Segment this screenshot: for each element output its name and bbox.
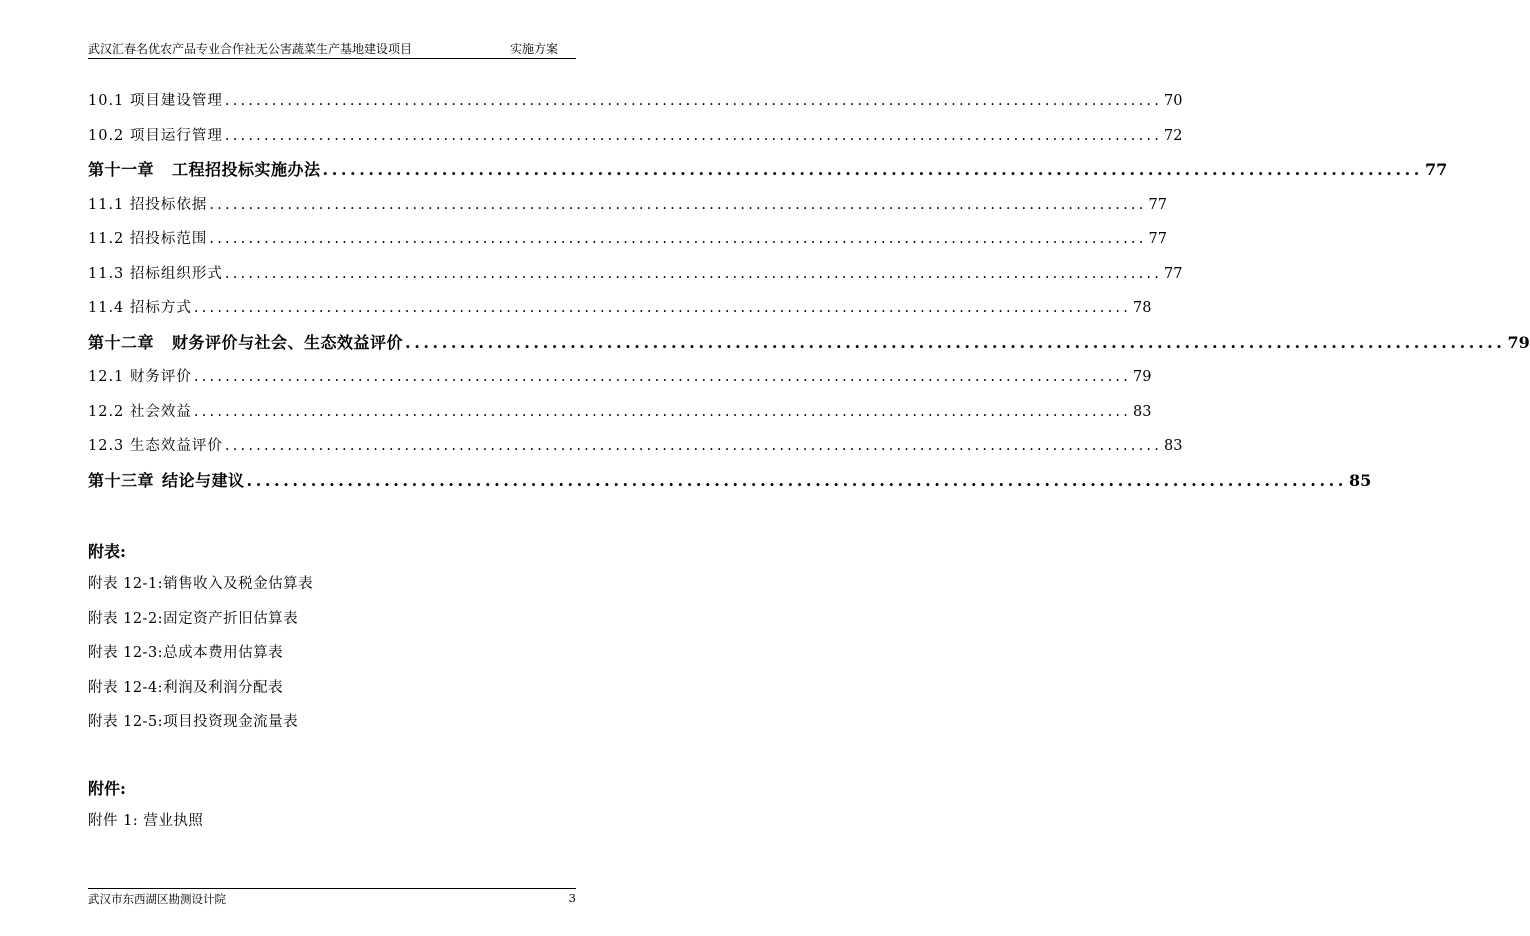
toc-page-number: 77: [1148, 231, 1167, 247]
schedule-item: 附表 12-2:固定资产折旧估算表: [88, 610, 299, 627]
schedule-item: 附表 12-3:总成本费用估算表: [88, 645, 284, 661]
toc-chapter-row[interactable]: [88, 153, 1448, 188]
toc-dot-leader: ........................................................................................................................: [405, 332, 1506, 352]
toc-page-number: 85: [1348, 470, 1372, 490]
toc-dot-leader: ........................................................................................................................: [193, 369, 1132, 385]
toc-chapter-row[interactable]: [88, 464, 1372, 499]
toc-chapter-label: 工程招投标实施办法: [172, 160, 321, 179]
toc-chapter-title: [88, 326, 403, 361]
toc-dot-leader: ........................................................................................................................: [193, 403, 1132, 420]
toc-section-label: 11.4 招标方式: [88, 300, 192, 316]
schedules-title: 附表:: [88, 542, 126, 561]
attachment-item: 附件 1: 营业执照: [88, 813, 204, 829]
toc-section-row[interactable]: [88, 395, 1152, 430]
toc-dot-leader: ........................................................................................................................: [224, 93, 1163, 109]
toc-section-row[interactable]: [88, 429, 1183, 464]
footer-organization: 武汉市东西湖区勘测设计院: [88, 892, 226, 906]
toc-section-label: 10.1 项目建设管理: [88, 93, 223, 109]
header-project-title: 武汉汇春名优农产品专业合作社无公害蔬菜生产基地建设项目: [88, 42, 413, 56]
toc-page-number: 79: [1133, 369, 1152, 385]
schedule-item: 附表 12-5:项目投资现金流量表: [88, 714, 299, 730]
toc-dot-leader: ........................................................................................................................: [224, 127, 1163, 144]
toc-section-label: 11.2 招投标范围: [88, 231, 208, 247]
toc-section-row[interactable]: [88, 119, 1183, 154]
attachments-title: 附件:: [88, 779, 126, 798]
toc-section-row[interactable]: [88, 84, 1183, 119]
toc-dot-leader: ........................................................................................................................: [246, 470, 1347, 490]
toc-dot-leader: ........................................................................................................................: [224, 265, 1163, 282]
schedules-section: [88, 537, 568, 740]
schedule-item: 附表 12-1:销售收入及税金估算表: [88, 576, 314, 592]
toc-section-row[interactable]: [88, 222, 1167, 257]
toc-chapter-number: 第十一章: [88, 160, 155, 179]
toc-chapter-number: 第十三章: [88, 470, 155, 490]
toc-page-number: 77: [1164, 265, 1183, 282]
table-of-contents: [88, 84, 1530, 498]
toc-chapter-number: 第十二章: [88, 332, 155, 352]
toc-chapter-row[interactable]: [88, 326, 1530, 361]
page-header: [88, 36, 576, 59]
schedules-list: [88, 567, 568, 740]
toc-section-row[interactable]: [88, 257, 1183, 292]
toc-dot-leader: ........................................................................................................................: [322, 160, 1423, 179]
toc-page-number: 72: [1164, 127, 1183, 144]
toc-page-number: 79: [1507, 332, 1530, 352]
toc-page-number: 77: [1424, 160, 1448, 179]
toc-section-label: 11.3 招标组织形式: [88, 265, 223, 282]
toc-section-label: 12.2 社会效益: [88, 403, 192, 420]
toc-page-number: 78: [1133, 300, 1152, 316]
toc-page-number: 83: [1164, 438, 1183, 454]
header-doc-type: 实施方案: [509, 42, 558, 56]
toc-section-row[interactable]: [88, 360, 1152, 395]
attachments-list: [88, 804, 568, 839]
toc-page-number: 77: [1148, 196, 1167, 213]
attachments-section: [88, 774, 568, 839]
page-footer: [88, 888, 576, 907]
toc-section-row[interactable]: [88, 188, 1167, 223]
toc-chapter-label: 结论与建议: [162, 470, 245, 490]
toc-chapter-title: [88, 464, 245, 499]
toc-section-label: 12.3 生态效益评价: [88, 438, 223, 454]
toc-section-row[interactable]: [88, 291, 1152, 326]
toc-section-label: 12.1 财务评价: [88, 369, 192, 385]
toc-dot-leader: ........................................................................................................................: [224, 438, 1163, 454]
toc-page-number: 70: [1164, 93, 1183, 109]
toc-dot-leader: ........................................................................................................................: [193, 300, 1132, 316]
toc-chapter-label: 财务评价与社会、生态效益评价: [172, 332, 404, 352]
toc-section-label: 10.2 项目运行管理: [88, 127, 223, 144]
toc-dot-leader: ........................................................................................................................: [209, 231, 1147, 247]
schedule-item: 附表 12-4:利润及利润分配表: [88, 679, 284, 696]
footer-page-number: 3: [568, 891, 576, 905]
toc-chapter-title: [88, 153, 321, 188]
toc-dot-leader: ........................................................................................................................: [209, 196, 1147, 213]
toc-page-number: 83: [1133, 403, 1152, 420]
toc-section-label: 11.1 招投标依据: [88, 196, 208, 213]
